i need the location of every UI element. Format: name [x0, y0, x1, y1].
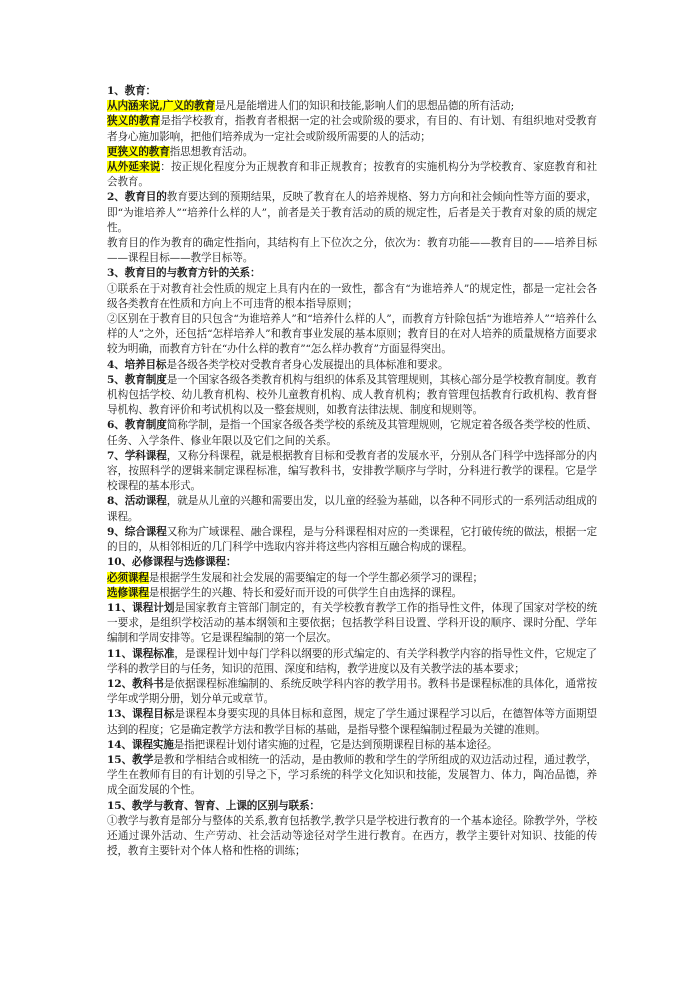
extension-education-lead: 从外延来说	[107, 161, 161, 174]
narrower-education-lead: 更狭义的教育	[107, 145, 170, 158]
section-14-lead: 14、课程实施	[107, 738, 174, 751]
section-10	[107, 555, 597, 570]
section-15b-point-1	[107, 814, 597, 860]
section-15a-text: 是教和学相结合或相统一的活动，是由教师的教和学生的学所组成的双边活动过程，通过教学，学生在教师有目的有计划的引导之下，学习系统的科学文化知识和技能，发展智力、体力，陶冶品德，养成全面发展的个性。	[107, 753, 597, 797]
section-15b-point-1-text: ①教学与教育是部分与整体的关系,教育包括教学,教学只是学校进行教育的一个基本途径。除教学外，学校还通过课外活动、生产劳动、社会活动等途径对学生进行教育。在西方，教学主要针对知识、技能的传授，教育主要针对个体人格和性格的训练；	[107, 814, 597, 858]
document-page	[107, 84, 597, 859]
section-11a-text: 是国家教育主管部门制定的，有关学校教育教学工作的指导性文件，体现了国家对学校的统一要求，是组织学校活动的基本纲领和主要依据；包括教学科目设置、学科开设的顺序、课时分配、学年编制和学周安排等。它是课程编制的第一个层次。	[107, 601, 597, 645]
section-2-text: 教育要达到的预期结果，反映了教育在人的培养规格、努力方向和社会倾向性等方面的要求，即“为谁培养人”“培养什么样的人”，前者是关于教育活动的质的规定性，后者是关于教育对象的质的规定性。	[107, 191, 597, 234]
section-7	[107, 449, 597, 495]
section-5	[107, 373, 597, 419]
section-7-text: ，又称分科课程，就是根据教育目标和受教育者的发展水平，分别从各门科学中选择部分的内容，按照科学的逻辑来制定课程标准，编写教科书，安排教学顺序与学时，分科进行教学的课程。它是学校课程的基本形式。	[107, 449, 597, 493]
section-6	[107, 418, 597, 448]
elective-course-text: 是根据学生的兴趣、特长和爱好而开设的可供学生自由选择的课程。	[148, 586, 463, 599]
section-3	[107, 266, 597, 281]
section-11b	[107, 647, 597, 677]
broad-education	[107, 99, 597, 114]
section-14-text: 是指把课程计划付诸实施的过程，它是达到预期课程目标的基本途径。	[173, 738, 498, 751]
narrow-education-lead: 狭义的教育	[107, 115, 161, 128]
section-9-text: 又称为广域课程、融合课程，是与分科课程相对应的一类课程，它打破传统的做法，根据一定的目的，从相邻相近的几门科学中选取内容并将这些内容相互融合构成的课程。	[107, 525, 597, 554]
section-3-point-1	[107, 282, 597, 312]
section-3-point-1-text: ①联系在于对教育社会性质的规定上具有内在的一致性，都含有“为谁培养人”的规定性，都是一定社会各级各类教育在性质和方向上不可违背的根本指导原则；	[107, 282, 597, 310]
section-2-structure-text: 教育目的作为教育的确定性指向，其结构有上下位次之分，依次为：教育功能——教育目的——培养目标——课程目标——教学目标等。	[107, 237, 597, 265]
broad-education-text: 是凡是能增进人们的知识和技能,影响人们的思想品德的所有活动;	[214, 100, 515, 113]
section-9-lead: 9、综合课程	[107, 525, 167, 538]
section-11b-lead: 11、课程标准	[107, 647, 175, 660]
section-12-text: 是依据课程标准编制的、系统反映学科内容的教学用书。教科书是课程标准的具体化，通常按学年或学期分册，划分单元或章节。	[107, 677, 597, 706]
section-5-text: 是一个国家各级各类教育机构与组织的体系及其管理规则，其核心部分是学校教育制度。教育机构包括学校、幼儿教育机构、校外儿童教育机构、成人教育机构；教育管理包括教育行政机构、教育督导机构、教育评价和考试机构以及一整套规则，如教育法律法规、制度和规则等。	[107, 373, 597, 417]
extension-education-text: ：按正规化程度分为正规教育和非正规教育；按教育的实施机构分为学校教育、家庭教育和社会教育。	[107, 161, 598, 189]
section-6-lead: 6、教育制度	[107, 419, 167, 432]
elective-course	[107, 586, 597, 601]
section-15b-lead: 15、教学与教育、智育、上课的区别与联系：	[107, 799, 320, 812]
section-12	[107, 677, 597, 707]
required-course	[107, 571, 597, 586]
section-12-lead: 12、教科书	[107, 677, 164, 690]
section-13	[107, 707, 597, 737]
section-2-lead: 2、教育目的	[107, 191, 167, 204]
section-4	[107, 358, 597, 373]
section-5-lead: 5、教育制度	[107, 373, 167, 386]
section-1	[107, 84, 597, 99]
section-15b	[107, 799, 597, 814]
section-11a	[107, 601, 597, 647]
section-2-structure	[107, 236, 597, 266]
extension-education	[107, 160, 597, 190]
section-15a-lead: 15、教学	[107, 753, 154, 766]
section-7-lead: 7、学科课程	[107, 449, 167, 462]
section-10-lead: 10、必修课程与选修课程：	[107, 556, 237, 569]
section-15a	[107, 753, 597, 799]
section-8	[107, 494, 597, 524]
section-4-text: 是各级各类学校对受教育者身心发展提出的具体标准和要求。	[166, 358, 449, 371]
narrower-education	[107, 145, 597, 160]
section-14	[107, 738, 597, 753]
section-3-point-2	[107, 312, 597, 358]
section-1-lead: 1、教育：	[107, 85, 156, 97]
section-11b-text: ，是课程计划中每门学科以纲要的形式编定的、有关学科教学内容的指导性文件，它规定了学科的教学目的与任务，知识的范围、深度和结构，教学进度以及有关教学法的基本要求；	[107, 647, 597, 675]
section-8-text: ，就是从儿童的兴趣和需要出发，以儿童的经验为基础，以各种不同形式的一系列活动组成的课程。	[107, 495, 597, 523]
section-3-lead: 3、教育目的与教育方针的关系：	[107, 267, 261, 280]
narrower-education-text: 指思想教育活动。	[169, 145, 254, 158]
required-course-lead: 必须课程	[107, 571, 149, 584]
section-2	[107, 190, 597, 236]
narrow-education-text: 是指学校教育，指教育者根据一定的社会或阶级的要求，有目的、有计划、有组织地对受教育者身心施加影响，把他们培养成为一定社会或阶级所需要的人的活动；	[107, 115, 598, 143]
required-course-text: 是根据学生发展和社会发展的需要编定的每一个学生都必须学习的课程；	[148, 571, 483, 584]
narrow-education	[107, 114, 597, 144]
section-6-text: 简称学制，是指一个国家各级各类学校的系统及其管理规则，它规定着各级各类学校的性质、任务、入学条件、修业年限以及它们之间的关系。	[107, 419, 597, 447]
section-11a-lead: 11、课程计划	[107, 601, 175, 614]
section-3-point-2-text: ②区别在于教育目的只包含“为谁培养人”和“培养什么样的人”，而教育方针除包括“为谁培养人”“培养什么样的人”之外，还包括“怎样培养人”和教育事业发展的基本原则；教育目的在对人培养的质量规格方面要求较为明确，而教育方针在“办什么样的教育”“怎么样办教育”方面显得突出。	[107, 313, 597, 356]
section-8-lead: 8、活动课程	[107, 495, 167, 508]
broad-education-lead: 从内涵来说,广义的教育	[107, 100, 215, 113]
section-13-text: 是课程本身要实现的具体目标和意图，规定了学生通过课程学习以后，在德智体等方面期望达到的程度；它是确定教学方法和教学目标的基础，是指导整个课程编制过程最为关键的准则。	[107, 708, 597, 736]
section-13-lead: 13、课程目标	[107, 708, 175, 721]
section-4-lead: 4、培养目标	[107, 358, 167, 371]
elective-course-lead: 选修课程	[107, 586, 149, 599]
section-9	[107, 525, 597, 555]
